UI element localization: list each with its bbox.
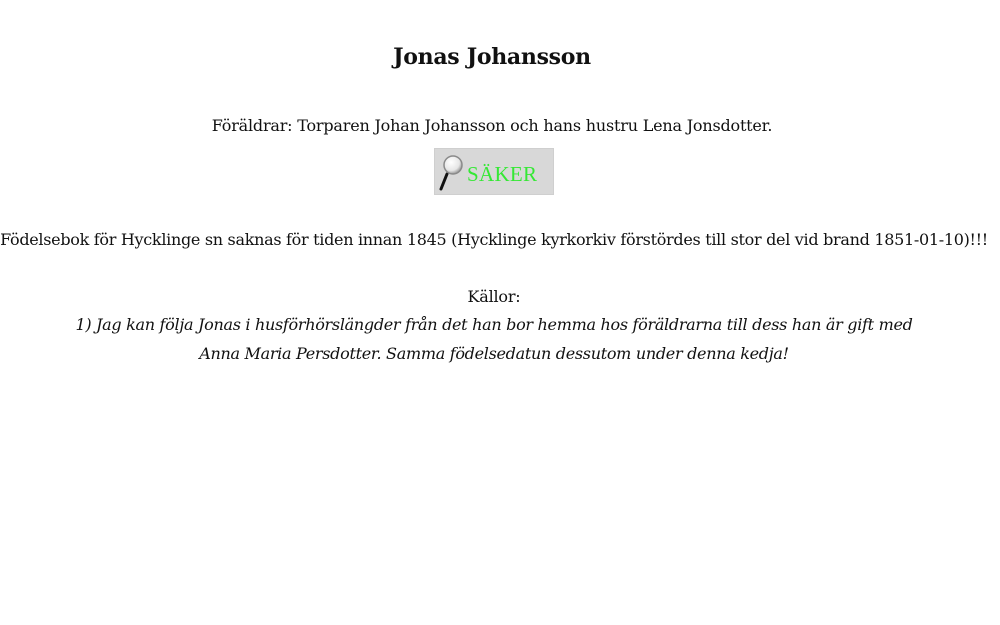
certainty-badge [434,148,554,195]
birth-record-note: Födelsebok för Hycklinge sn saknas för tiden innan 1845 (Hycklinge kyrkorkiv förstördes till stor del vid brand 1851-01-10)!!! [0,230,988,249]
source-line: Anna Maria Persdotter. Samma födelsedatun dessutom under denna kedja! [199,344,789,363]
source-line: 1) Jag kan följa Jonas i husförhörslängder från det han bor hemma hos föräldrarna till dess han är gift med [75,315,913,334]
parents-text: Föräldrar: Torparen Johan Johansson och hans hustru Lena Jonsdotter. [211,116,773,135]
page-title: Jonas Johansson [393,44,591,70]
certainty-label: SÄKER [467,162,538,186]
sources-heading: Källor: [467,287,521,306]
